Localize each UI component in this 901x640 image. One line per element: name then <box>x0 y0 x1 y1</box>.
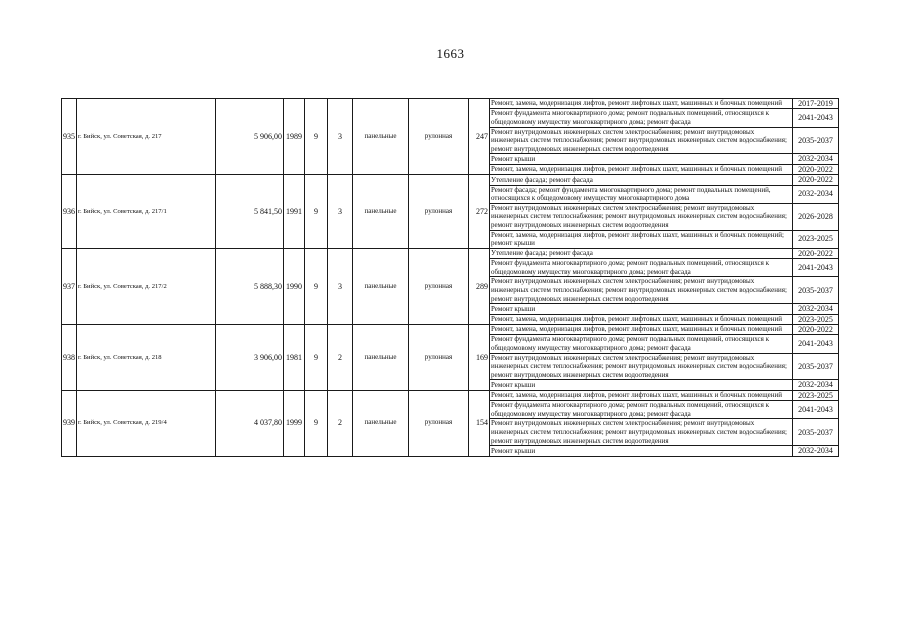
building-address: г. Бийск, ул. Советская, д. 218 <box>77 324 216 390</box>
work-description: Ремонт, замена, модернизация лифтов, ремонт лифтовых шахт, машинных и блочных помещений <box>490 314 793 324</box>
building-wall-material: панельные <box>353 99 409 175</box>
work-period: 2020-2022 <box>793 324 839 334</box>
work-description: Ремонт крыши <box>490 304 793 314</box>
table-row <box>62 175 839 185</box>
work-description: Ремонт крыши <box>490 380 793 390</box>
work-description: Ремонт фундамента многоквартирного дома; ремонт подвальных помещений, относящихся к общедомовому имуществу многоквартирного дома; ремонт фасада <box>490 335 793 353</box>
building-number: 936 <box>62 175 77 249</box>
building-apartments: 272 <box>469 175 490 249</box>
work-description: Утепление фасада; ремонт фасада <box>490 175 793 185</box>
building-number: 935 <box>62 99 77 175</box>
work-period: 2023-2025 <box>793 314 839 324</box>
building-address: г. Бийск, ул. Советская, д. 217 <box>77 99 216 175</box>
work-description: Ремонт фундамента многоквартирного дома; ремонт подвальных помещений, относящихся к общедомовому имуществу многоквартирного дома; ремонт фасада <box>490 109 793 127</box>
work-description: Ремонт внутридомовых инженерных систем электроснабжения; ремонт внутридомовых инженерных систем теплоснабжения; ремонт внутридомовых инженерных систем водоснабжения; ремонт внутридомовых инженерных систем водоотведения <box>490 203 793 230</box>
work-description: Ремонт, замена, модернизация лифтов, ремонт лифтовых шахт, машинных и блочных помещений <box>490 99 793 109</box>
work-period: 2032-2034 <box>793 154 839 164</box>
building-address: г. Бийск, ул. Советская, д. 219/4 <box>77 390 216 456</box>
work-period: 2035-2037 <box>793 353 839 380</box>
work-period: 2035-2037 <box>793 419 839 446</box>
building-year: 1981 <box>284 324 305 390</box>
work-period: 2026-2028 <box>793 203 839 230</box>
work-description: Утепление фасада; ремонт фасада <box>490 248 793 258</box>
building-floors: 9 <box>305 390 328 456</box>
building-year: 1989 <box>284 99 305 175</box>
work-description: Ремонт внутридомовых инженерных систем электроснабжения; ремонт внутридомовых инженерных систем теплоснабжения; ремонт внутридомовых инженерных систем водоснабжения; ремонт внутридомовых инженерных систем водоотведения <box>490 127 793 154</box>
building-year: 1990 <box>284 248 305 324</box>
work-period: 2032-2034 <box>793 446 839 456</box>
building-entrances: 2 <box>328 390 353 456</box>
work-description: Ремонт крыши <box>490 446 793 456</box>
building-year: 1999 <box>284 390 305 456</box>
work-period: 2035-2037 <box>793 277 839 304</box>
building-wall-material: панельные <box>353 248 409 324</box>
building-roof-type: рулонная <box>409 248 469 324</box>
work-description: Ремонт фундамента многоквартирного дома; ремонт подвальных помещений, относящихся к общедомовому имуществу многоквартирного дома; ремонт фасада <box>490 259 793 277</box>
building-area: 5 906,00 <box>216 99 284 175</box>
table-body <box>62 99 839 457</box>
work-description: Ремонт, замена, модернизация лифтов, ремонт лифтовых шахт, машинных и блочных помещений <box>490 164 793 174</box>
work-description: Ремонт фасада; ремонт фундамента многоквартирного дома; ремонт подвальных помещений, относящихся к общедомовому имуществу многоквартирного дома <box>490 185 793 203</box>
building-address: г. Бийск, ул. Советская, д. 217/1 <box>77 175 216 249</box>
building-address: г. Бийск, ул. Советская, д. 217/2 <box>77 248 216 324</box>
building-entrances: 3 <box>328 175 353 249</box>
building-apartments: 289 <box>469 248 490 324</box>
building-roof-type: рулонная <box>409 390 469 456</box>
work-period: 2032-2034 <box>793 304 839 314</box>
building-works-table <box>61 98 839 457</box>
table-row <box>62 248 839 258</box>
building-entrances: 2 <box>328 324 353 390</box>
work-description: Ремонт крыши <box>490 154 793 164</box>
work-period: 2017-2019 <box>793 99 839 109</box>
building-area: 3 906,00 <box>216 324 284 390</box>
building-floors: 9 <box>305 99 328 175</box>
work-period: 2032-2034 <box>793 380 839 390</box>
building-roof-type: рулонная <box>409 99 469 175</box>
work-description: Ремонт внутридомовых инженерных систем электроснабжения; ремонт внутридомовых инженерных систем теплоснабжения; ремонт внутридомовых инженерных систем водоснабжения; ремонт внутридомовых инженерных систем водоотведения <box>490 277 793 304</box>
building-apartments: 169 <box>469 324 490 390</box>
building-floors: 9 <box>305 175 328 249</box>
building-roof-type: рулонная <box>409 324 469 390</box>
building-area: 5 888,30 <box>216 248 284 324</box>
work-period: 2041-2043 <box>793 401 839 419</box>
work-description: Ремонт, замена, модернизация лифтов, ремонт лифтовых шахт, машинных и блочных помещений; ремонт крыши <box>490 230 793 248</box>
table-row <box>62 324 839 334</box>
work-description: Ремонт внутридомовых инженерных систем электроснабжения; ремонт внутридомовых инженерных систем теплоснабжения; ремонт внутридомовых инженерных систем водоснабжения; ремонт внутридомовых инженерных систем водоотведения <box>490 353 793 380</box>
page-number: 1663 <box>436 46 465 61</box>
building-entrances: 3 <box>328 248 353 324</box>
building-wall-material: панельные <box>353 390 409 456</box>
building-area: 4 037,80 <box>216 390 284 456</box>
work-period: 2023-2025 <box>793 230 839 248</box>
work-period: 2041-2043 <box>793 109 839 127</box>
building-floors: 9 <box>305 248 328 324</box>
building-area: 5 841,50 <box>216 175 284 249</box>
building-floors: 9 <box>305 324 328 390</box>
work-period: 2035-2037 <box>793 127 839 154</box>
work-description: Ремонт внутридомовых инженерных систем электроснабжения; ремонт внутридомовых инженерных систем теплоснабжения; ремонт внутридомовых инженерных систем водоснабжения; ремонт внутридомовых инженерных систем водоотведения <box>490 419 793 446</box>
work-period: 2023-2025 <box>793 390 839 400</box>
work-period: 2020-2022 <box>793 175 839 185</box>
table-row <box>62 390 839 400</box>
building-year: 1991 <box>284 175 305 249</box>
work-period: 2020-2022 <box>793 248 839 258</box>
building-number: 937 <box>62 248 77 324</box>
work-description: Ремонт, замена, модернизация лифтов, ремонт лифтовых шахт, машинных и блочных помещений <box>490 390 793 400</box>
work-description: Ремонт, замена, модернизация лифтов, ремонт лифтовых шахт, машинных и блочных помещений <box>490 324 793 334</box>
building-number: 938 <box>62 324 77 390</box>
building-roof-type: рулонная <box>409 175 469 249</box>
work-period: 2041-2043 <box>793 259 839 277</box>
building-number: 939 <box>62 390 77 456</box>
work-period: 2032-2034 <box>793 185 839 203</box>
work-period: 2020-2022 <box>793 164 839 174</box>
building-wall-material: панельные <box>353 324 409 390</box>
table-row <box>62 99 839 109</box>
building-wall-material: панельные <box>353 175 409 249</box>
work-period: 2041-2043 <box>793 335 839 353</box>
building-apartments: 154 <box>469 390 490 456</box>
work-description: Ремонт фундамента многоквартирного дома; ремонт подвальных помещений, относящихся к общедомовому имуществу многоквартирного дома; ремонт фасада <box>490 401 793 419</box>
building-entrances: 3 <box>328 99 353 175</box>
building-apartments: 247 <box>469 99 490 175</box>
